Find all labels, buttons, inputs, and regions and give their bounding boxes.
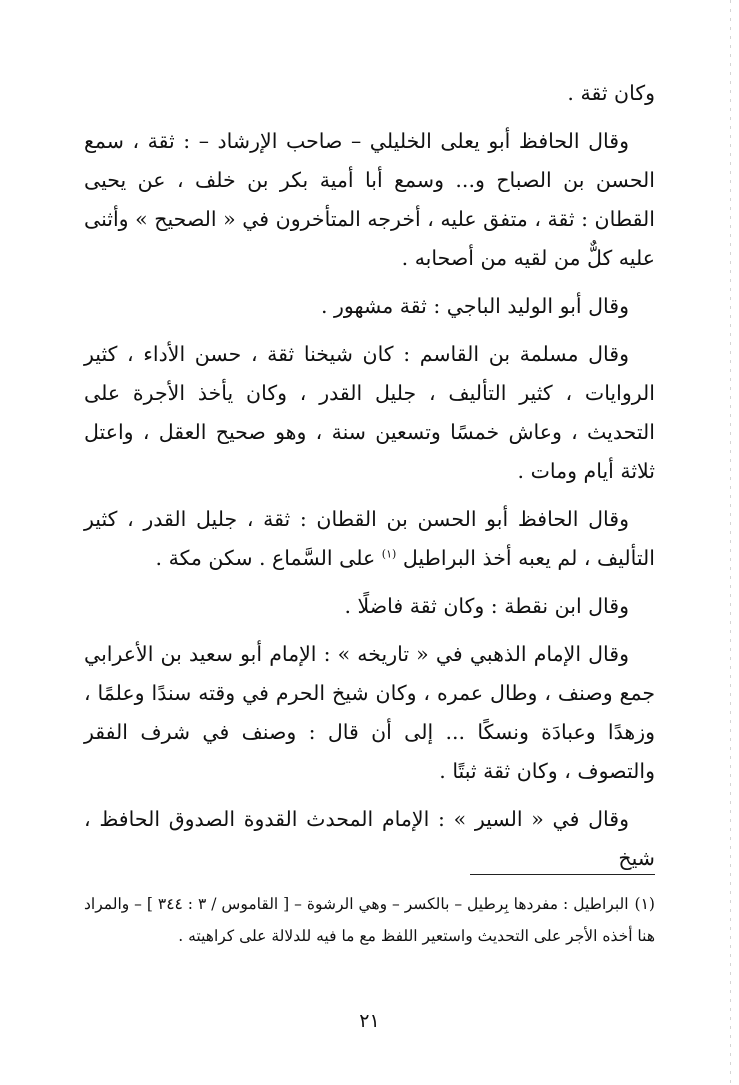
paragraph-5-before: وقال الحافظ أبو الحسن بن القطان : ثقة ، جليل القدر ، كثير التأليف ، لم يعبه أخذ البراطيل bbox=[84, 507, 655, 570]
paragraph-4: وقال مسلمة بن القاسم : كان شيخنا ثقة ، حسن الأداء ، كثير الروايات ، كثير التأليف ، جليل القدر ، وكان يأخذ الأجرة على التحديث ، وعاش خمسًا وتسعين سنة ، وهو صحيح العقل ، واعتل ثلاثة أيام ومات . bbox=[84, 342, 655, 483]
page-number: ٢١ bbox=[359, 1010, 380, 1032]
footnote-divider bbox=[470, 874, 655, 875]
footnote-text: البراطيل : مفردها بِرطيل – بالكسر – وهي الرشوة – [ القاموس / ٣ : ٣٤٤ ] – والمراد هنا أخذه الأجر على التحديث واستعير اللفظ مع ما فيه للدلالة على كراهيته . bbox=[84, 895, 655, 945]
paragraph-7: وقال الإمام الذهبي في « تاريخه » : الإمام أبو سعيد بن الأعرابي جمع وصنف ، وطال عمره ، وكان شيخ الحرم في وقته سندًا وعلمًا ، وزهدًا وعبادَة ونسكًا ... إلى أن قال : وصنف في شرف الفقر والتصوف ، وكان ثقة ثبتًا . bbox=[84, 642, 655, 783]
paragraph-8: وقال في « السير » : الإمام المحدث القدوة الصدوق الحافظ ، شيخ bbox=[84, 807, 655, 870]
footnote-marker: (١) bbox=[634, 895, 655, 913]
paragraph-5 bbox=[84, 500, 655, 578]
paragraph-1: وكان ثقة . bbox=[567, 81, 655, 105]
paragraph-2: وقال الحافظ أبو يعلى الخليلي – صاحب الإرشاد – : ثقة ، سمع الحسن بن الصباح و... وسمع أبا أمية بكر بن خلف ، عن يحيى القطان : ثقة ، متفق عليه ، أخرجه المتأخرون في « الصحيح » وأثنى عليه كلٌّ من لقيه من أصحابه . bbox=[84, 129, 655, 270]
footnote bbox=[84, 888, 655, 952]
paragraph-5-after: على السَّماع . سكن مكة . bbox=[155, 546, 376, 570]
paragraph-3: وقال أبو الوليد الباجي : ثقة مشهور . bbox=[320, 294, 629, 318]
footnote-reference[interactable]: (١) bbox=[381, 547, 397, 561]
main-text bbox=[84, 74, 655, 887]
paragraph-6: وقال ابن نقطة : وكان ثقة فاضلًا . bbox=[344, 594, 629, 618]
margin-guide bbox=[730, 0, 731, 1085]
